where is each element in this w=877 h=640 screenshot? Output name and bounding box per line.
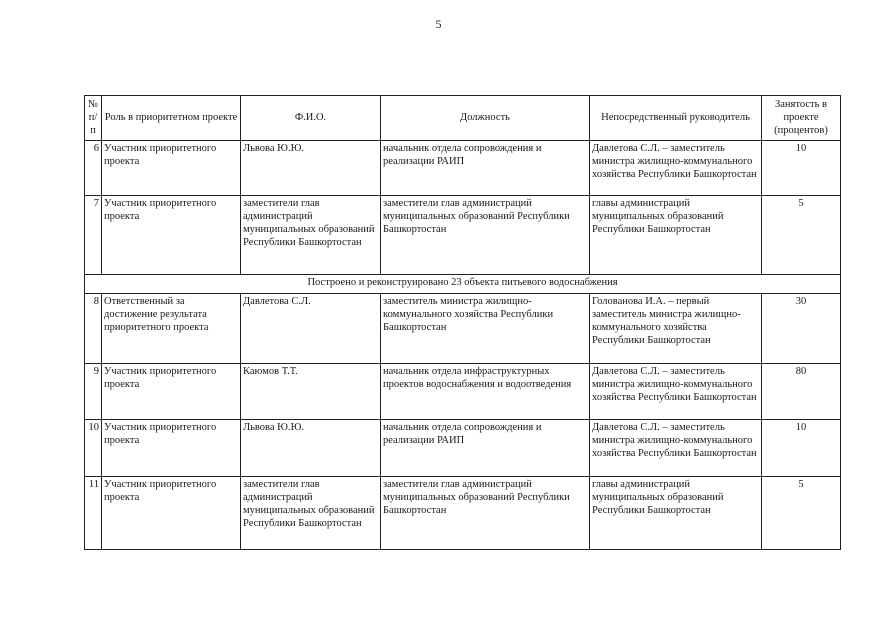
cell-position: начальник отдела инфраструктурных проектов водоснабжения и водоотведения	[381, 364, 590, 420]
cell-position: начальник отдела сопровождения и реализации РАИП	[381, 420, 590, 477]
cell-position: начальник отдела сопровождения и реализации РАИП	[381, 141, 590, 196]
table-row	[85, 364, 841, 420]
cell-num: 9	[85, 364, 102, 420]
cell-role: Участник приоритетного проекта	[102, 141, 241, 196]
table-row	[85, 141, 841, 196]
cell-supervisor: Давлетова С.Л. – заместитель министра жилищно-коммунального хозяйства Республики Башкортостан	[590, 141, 762, 196]
table-header-row	[85, 96, 841, 141]
section-title: Построено и реконструировано 23 объекта питьевого водоснабжения	[85, 275, 841, 294]
cell-fio: Давлетова С.Л.	[241, 294, 381, 364]
header-supervisor: Непосредственный руководитель	[590, 96, 762, 141]
cell-employment: 10	[762, 420, 841, 477]
header-position: Должность	[381, 96, 590, 141]
cell-position: заместители глав администраций муниципальных образований Республики Башкортостан	[381, 196, 590, 275]
cell-num: 11	[85, 477, 102, 550]
cell-supervisor: главы администраций муниципальных образований Республики Башкортостан	[590, 477, 762, 550]
cell-fio: заместители глав администраций муниципальных образований Республики Башкортостан	[241, 196, 381, 275]
page-number: 5	[435, 17, 442, 31]
cell-supervisor: Давлетова С.Л. – заместитель министра жилищно-коммунального хозяйства Республики Башкортостан	[590, 364, 762, 420]
cell-num: 10	[85, 420, 102, 477]
header-fio: Ф.И.О.	[241, 96, 381, 141]
cell-employment: 80	[762, 364, 841, 420]
section-row	[85, 275, 841, 294]
cell-employment: 5	[762, 477, 841, 550]
cell-role: Участник приоритетного проекта	[102, 420, 241, 477]
header-employment: Занятость в проекте (процентов)	[762, 96, 841, 141]
header-role: Роль в приоритетном проекте	[102, 96, 241, 141]
cell-position: заместитель министра жилищно-коммунального хозяйства Республики Башкортостан	[381, 294, 590, 364]
cell-fio: Львова Ю.Ю.	[241, 141, 381, 196]
cell-supervisor: главы администраций муниципальных образований Республики Башкортостан	[590, 196, 762, 275]
header-num: № п/п	[85, 96, 102, 141]
table-row	[85, 294, 841, 364]
cell-role: Участник приоритетного проекта	[102, 196, 241, 275]
cell-num: 6	[85, 141, 102, 196]
table-row	[85, 420, 841, 477]
cell-fio: Каюмов Т.Т.	[241, 364, 381, 420]
cell-employment: 5	[762, 196, 841, 275]
cell-supervisor: Голованова И.А. – первый заместитель министра жилищно-коммунального хозяйства Республики Башкортостан	[590, 294, 762, 364]
table-row	[85, 477, 841, 550]
cell-num: 8	[85, 294, 102, 364]
cell-num: 7	[85, 196, 102, 275]
cell-role: Участник приоритетного проекта	[102, 477, 241, 550]
cell-fio: заместители глав администраций муниципальных образований Республики Башкортостан	[241, 477, 381, 550]
table-row	[85, 196, 841, 275]
cell-employment: 30	[762, 294, 841, 364]
project-participants-table	[84, 95, 841, 550]
cell-employment: 10	[762, 141, 841, 196]
cell-supervisor: Давлетова С.Л. – заместитель министра жилищно-коммунального хозяйства Республики Башкортостан	[590, 420, 762, 477]
cell-role: Участник приоритетного проекта	[102, 364, 241, 420]
cell-position: заместители глав администраций муниципальных образований Республики Башкортостан	[381, 477, 590, 550]
cell-fio: Львова Ю.Ю.	[241, 420, 381, 477]
cell-role: Ответственный за достижение результата приоритетного проекта	[102, 294, 241, 364]
